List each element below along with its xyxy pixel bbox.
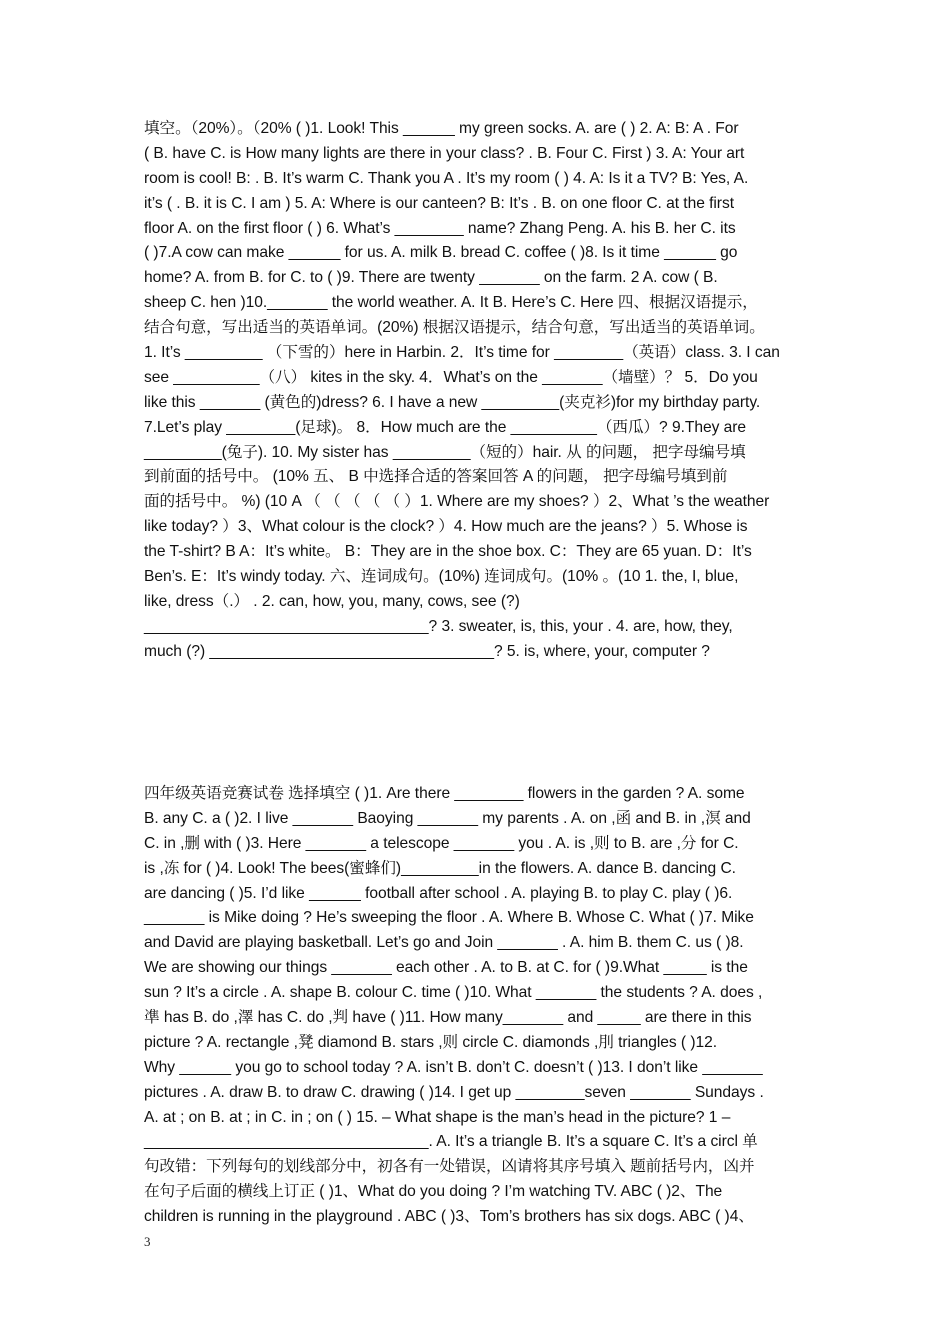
text-line: are dancing ( )5. I’d like ______ football after school . A. playing B. to play C. play ( )6. <box>144 884 733 902</box>
text-line: like today? ）3、What colour is the clock? ）4. How much are the jeans? ）5. Whose is <box>144 518 748 536</box>
text-line: the T-shirt? B A：It’s white。 B：They are in the shoe box. C：They are 65 yuan. D：It’s <box>144 543 752 561</box>
text-line: Ben’s. E：It’s windy today. 六、连词成句。(10%) 连词成句。(10% 。(10 1. the, I, blue, <box>144 568 739 586</box>
text-line: 四年级英语竞赛试卷 选择填空 ( )1. Are there ________ flowers in the garden ? A. some <box>144 785 745 802</box>
text-line: A. at ; on B. at ; in C. in ; on ( ) 15. – What shape is the man’s head in the picture? 1 – <box>144 1108 731 1126</box>
exercise-section-part-two <box>144 782 816 1230</box>
exercise-section-part-one <box>144 117 816 665</box>
text-line: B. any C. a ( )2. I live _______ Baoying _______ my parents . A. on ,函 and B. in ,溟 and <box>144 809 751 827</box>
text-line: floor A. on the first floor ( ) 6. What’s ________ name? Zhang Peng. A. his B. her C. its <box>144 219 736 237</box>
text-line: 面的括号中。 %) (10 A （ （ （ （ （ ）1. Where are my shoes? ）2、What ’s the weather <box>144 493 770 511</box>
text-line: Why ______ you go to school today ? A. isn’t B. don’t C. doesn’t ( )13. I don’t like _______ <box>144 1058 763 1076</box>
text-line: like, dress（.） . 2. can, how, you, many, cows, see (?) <box>144 592 520 610</box>
text-line: 1. It’s _________ （下雪的）here in Harbin. 2．It’s time for ________（英语）class. 3. I can <box>144 344 780 362</box>
text-line: is ,冻 for ( )4. Look! The bees(蜜蜂们)_________in the flowers. A. dance B. dancing C. <box>144 859 736 877</box>
text-line: picture ? A. rectangle ,凳 diamond B. stars ,则 circle C. diamonds ,刖 triangles ( )12. <box>144 1033 718 1051</box>
text-line: sheep C. hen )10._______ the world weather. A. It B. Here’s C. Here 四、根据汉语提示， <box>144 294 758 312</box>
text-line: 句改错：下列每句的划线部分中，初各有一处错误，凶请将其序号填入 题前括号内，凶并 <box>144 1158 755 1176</box>
text-line: sun ? It’s a circle . A. shape B. colour C. time ( )10. What _______ the students ? A. does , <box>144 984 763 1002</box>
text-line: pictures . A. draw B. to draw C. drawing ( )14. I get up ________seven _______ Sundays . <box>144 1083 764 1101</box>
text-line: 凖 has B. do ,澤 has C. do ,判 have ( )11. How many_______ and _____ are there in this <box>144 1009 752 1027</box>
text-line: C. in ,删 with ( )3. Here _______ a telescope _______ you . A. is ,则 to B. are ,分 for C. <box>144 834 739 852</box>
text-line: 在句子后面的横线上订正 ( )1、What do you doing ? I’m watching TV. ABC ( )2、The <box>144 1183 723 1201</box>
text-line: _________________________________. A. It’s a triangle B. It’s a square C. It’s a circl 单 <box>144 1133 758 1151</box>
text-line: _________________________________? 3. sweater, is, this, your . 4. are, how, they, <box>144 617 733 635</box>
text-line: and David are playing basketball. Let’s go and Join _______ . A. him B. them C. us ( )8. <box>144 934 744 952</box>
page-number: 3 <box>144 1234 151 1249</box>
text-line: home? A. from B. for C. to ( )9. There are twenty _______ on the farm. 2 A. cow ( B. <box>144 269 718 287</box>
text-line: We are showing our things _______ each other . A. to B. at C. for ( )9.What _____ is the <box>144 959 748 977</box>
text-line: ( B. have C. is How many lights are there in your class? . B. Four C. First ) 3. A: Your art <box>144 144 745 162</box>
text-line: 7.Let’s play ________(足球)。 8．How much are the __________（西瓜）? 9.They are <box>144 418 746 436</box>
text-line: ( )7.A cow can make ______ for us. A. milk B. bread C. coffee ( )8. Is it time ______ go <box>144 244 738 262</box>
text-line: see __________（八） kites in the sky. 4．What’s on the _______（墙壁）？ 5．Do you <box>144 368 758 386</box>
text-line: 到前面的括号中。 (10% 五、 B 中选择合适的答案回答 A 的问题， 把字母编号填到前 <box>144 468 728 486</box>
text-line: like this _______ (黄色的)dress? 6. I have a new _________(夹克衫)for my birthday party. <box>144 393 761 411</box>
text-line: room is cool! B: . B. It’s warm C. Thank you A . It’s my room ( ) 4. A: Is it a TV? B: Yes, A. <box>144 169 749 187</box>
text-line: it’s ( . B. it is C. I am ) 5. A: Where is our canteen? B: It’s . B. on one floor C. at the first <box>144 194 734 212</box>
text-line: _________(兔子). 10. My sister has _________（短的）hair. 从 的问题， 把字母编号填 <box>144 443 746 461</box>
text-line: 填空。（20%）。（20% ( )1. Look! This ______ my green socks. A. are ( ) 2. A: B: A . For <box>144 120 739 137</box>
text-line: children is running in the playground . ABC ( )3、Tom’s brothers has six dogs. ABC ( )4、 <box>144 1208 754 1226</box>
text-line: much (?) _________________________________? 5. is, where, your, computer ? <box>144 642 710 660</box>
text-line: 结合句意，写出适当的英语单词。(20%) 根据汉语提示，结合句意，写出适当的英语单词。 <box>144 319 765 337</box>
text-line: _______ is Mike doing ? He’s sweeping the floor . A. Where B. Whose C. What ( )7. Mike <box>144 909 754 927</box>
